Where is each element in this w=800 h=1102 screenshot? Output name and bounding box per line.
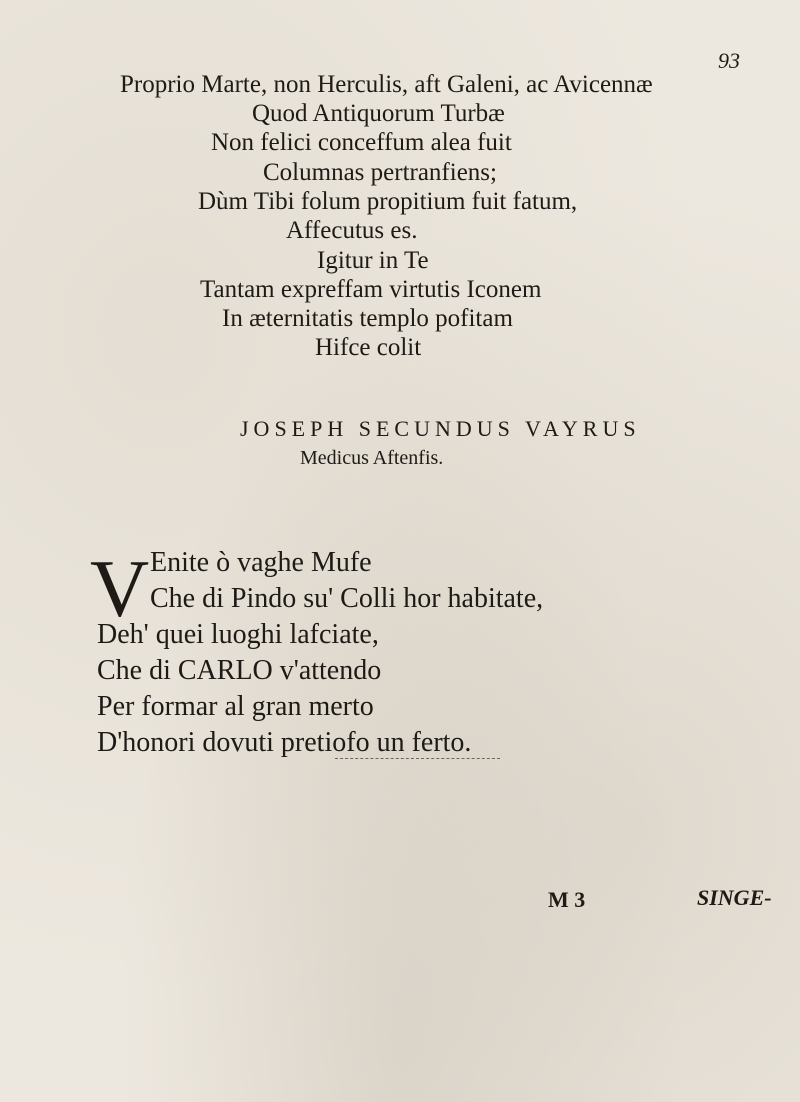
latin-line: Igitur in Te [317, 247, 429, 274]
latin-line: Hifce colit [315, 334, 422, 361]
latin-line: Quod Antiquorum Turbæ [252, 100, 505, 127]
italian-line: Enite ò vaghe Mufe [150, 547, 372, 578]
italian-line: Deh' quei luoghi lafciate, [97, 619, 379, 650]
signature-mark: M 3 [548, 887, 586, 912]
latin-line: Proprio Marte, non Herculis, aft Galeni, ac Avicennæ [120, 71, 653, 98]
drop-cap: V [90, 543, 150, 634]
latin-line: Dùm Tibi folum propitium fuit fatum, [198, 188, 578, 215]
author-title: Medicus Aftenfis. [300, 447, 444, 469]
italian-line: D'honori dovuti pretiofo un ferto. [97, 727, 472, 758]
latin-line: Tantam expreffam virtutis Iconem [200, 276, 542, 303]
latin-line: Non felici conceffum alea fuit [211, 129, 512, 156]
latin-line: Affecutus es. [286, 217, 418, 244]
page-number: 93 [718, 48, 740, 73]
latin-line: In æternitatis templo pofitam [222, 305, 513, 332]
ornamental-rule [335, 758, 500, 760]
italian-line: Che di Pindo su' Colli hor habitate, [150, 583, 544, 614]
latin-line: Columnas pertranfiens; [263, 159, 497, 186]
italian-line: Per formar al gran merto [97, 691, 374, 722]
author-name: JOSEPH SECUNDUS VAYRUS [240, 416, 641, 441]
catchword: SINGE- [697, 885, 772, 910]
italian-line: Che di CARLO v'attendo [97, 655, 382, 686]
